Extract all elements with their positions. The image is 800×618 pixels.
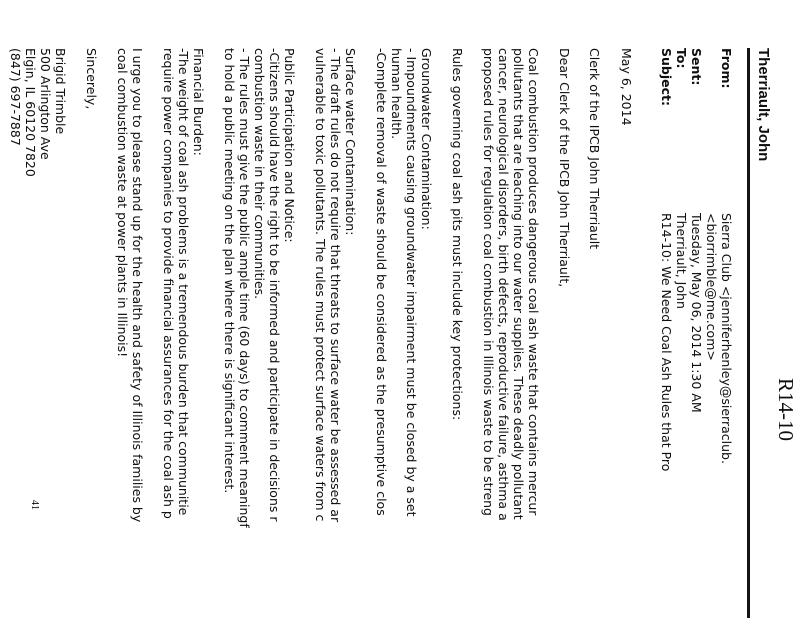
paragraph-line: coal combustion waste at power plants in Illinois! [115,48,130,358]
letter-date: May 6, 2014 [619,48,634,126]
section-heading: Financial Burden: [191,48,206,156]
sent-label: Sent: [689,48,704,86]
paragraph-line: -Complete removal of waste should be considered as the presumptive clos [374,48,389,516]
section-heading: Public Participation and Notice: [282,48,297,243]
paragraph-line: -The weight of coal ash problems is a tremendous burden that communitie [176,48,191,516]
signer-name: Brigid Trimble [53,48,68,135]
recipient-line: Clerk of the IPCB John Therriault [587,48,602,250]
section-heading: Groundwater Contamination: [419,48,434,230]
paragraph-line: - The rules must give the public ample time (60 days) to comment meaningf [237,48,252,528]
section-heading: Surface water Contamination: [343,48,358,236]
to-label: To: [674,48,689,69]
paragraph-line: pollutants that are leaching into our water supplies. These deadly pollutant [511,48,526,520]
subject-label: Subject: [659,48,674,106]
paragraph-line: Coal combustion produces dangerous coal ash waste that contains mercur [526,48,541,516]
document-id: R14-10 [774,378,798,441]
paragraph-line: require power companies to provide financial assurances for the coal ash p [161,48,176,519]
sent-value: Tuesday, May 06, 2014 1:30 AM [689,213,704,413]
sender-name-heading: Therriault, John [755,48,772,162]
paragraph-line: - Impoundments causing groundwater impairment must be closed by a set [404,48,419,517]
paragraph-line: human health. [389,48,404,140]
rules-intro: Rules governing coal ash pits must include key protections: [450,48,465,421]
subject-value: R14-10: We Need Coal Ash Rules that Pro [659,213,674,472]
paragraph-line: I urge you to please stand up for the health and safety of Illinois families by [130,48,145,523]
from-value: Sierra Club <jenniferhenley@sierraclub. [719,213,734,464]
signer-address: 500 Arlington Ave [38,48,53,160]
signer-phone: (847) 697-7887 [8,48,23,146]
paragraph-line: proposed rules for regulation coal combustion in Illinois waste to be streng [481,48,496,516]
salutation: Dear Clerk of the IPCB John Therriault, [557,48,572,288]
signer-city: Elgin, IL 60120 7820 [23,48,38,177]
paragraph-line: cancer, neurological disorders, birth defects, reproductive failure, asthma a [496,48,511,521]
paragraph-line: -Citizens should have the right to be informed and participate in decisions r [267,48,282,522]
paragraph-line: - The draft rules do not require that threats to surface water be assessed ar [328,48,343,523]
paragraph-line: vulnerable to toxic pollutants. The rules must protect surface waters from c [313,48,328,522]
from-value-email: <biorrimble@me.com> [704,213,719,361]
paragraph-line: to hold a public meeting on the plan where there is significant interest. [222,48,237,494]
header-rule [747,48,750,618]
letter-document [8,48,798,618]
from-label: From: [719,48,734,89]
signoff: Sincerely, [84,48,99,110]
paragraph-line: combustion waste in their communities. [252,48,267,300]
page-number: 41 [29,500,40,510]
to-value: Therriault, John [674,213,689,309]
